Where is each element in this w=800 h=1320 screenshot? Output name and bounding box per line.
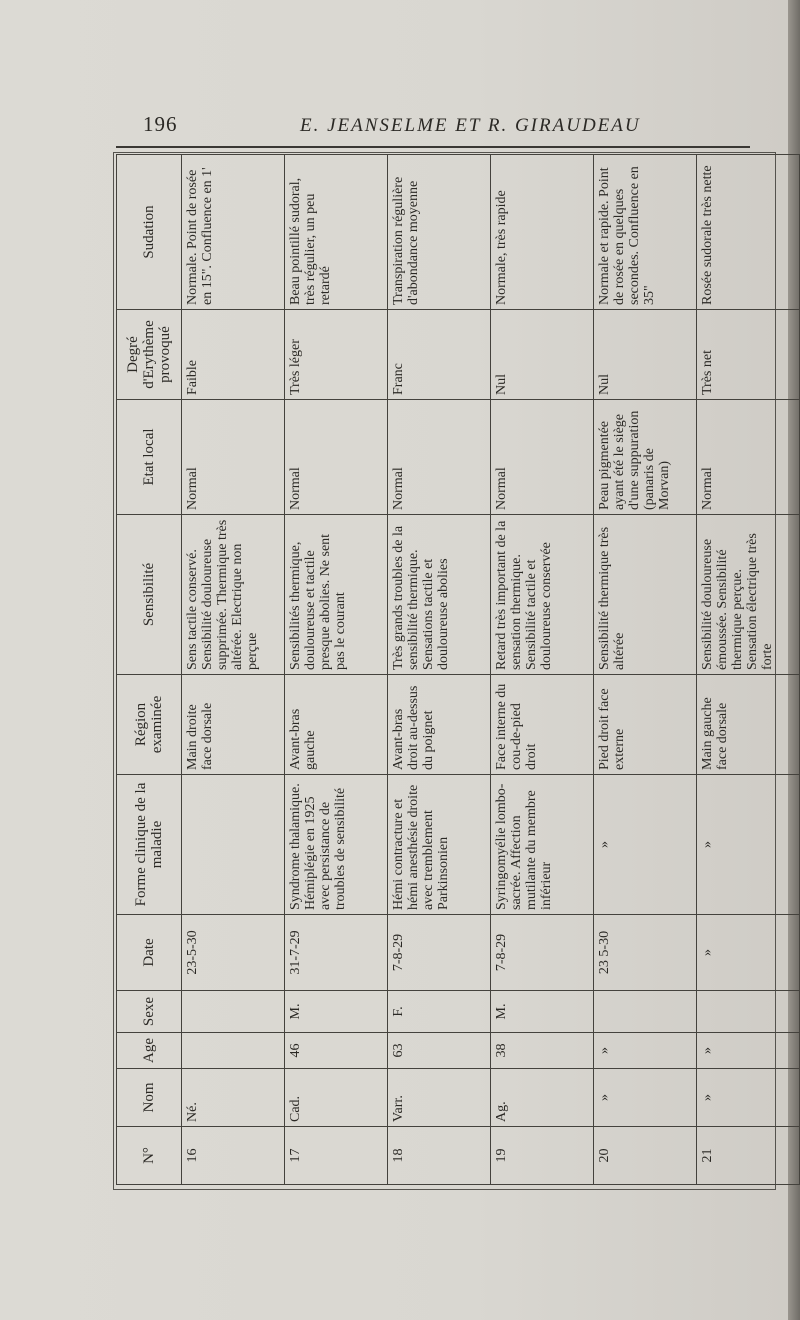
header-cell: Age <box>117 1033 182 1069</box>
cell-region: Face interne du cou-de-pied droit <box>491 675 594 775</box>
cell-clinical-form: Hémi contracture et hémi anesthésie droite avec tremblement Parkinsonien <box>388 775 491 915</box>
cell-erythema: Nul <box>491 310 594 400</box>
cell-erythema: Faible <box>182 310 285 400</box>
cell-number: 16 <box>182 1127 285 1185</box>
cell-local-state: Normal <box>388 400 491 515</box>
cell-local-state: Normal <box>491 400 594 515</box>
cell-name: Né. <box>182 1069 285 1127</box>
cell-clinical-form: » <box>594 775 697 915</box>
table-row <box>697 155 800 1185</box>
cell-local-state: Normal <box>697 400 800 515</box>
cell-sex <box>594 991 697 1033</box>
cell-sex: M. <box>491 991 594 1033</box>
table-row <box>491 155 594 1185</box>
cell-erythema: Franc <box>388 310 491 400</box>
header-cell: Sexe <box>117 991 182 1033</box>
cell-clinical-form: » <box>697 775 800 915</box>
cell-date: 31-7-29 <box>285 915 388 991</box>
cell-local-state: Normal <box>285 400 388 515</box>
cell-number: 17 <box>285 1127 388 1185</box>
header-cell: N° <box>117 1127 182 1185</box>
cell-region: Avant-bras gauche <box>285 675 388 775</box>
cell-erythema: Très net <box>697 310 800 400</box>
cell-age: » <box>594 1033 697 1069</box>
cell-sex <box>697 991 800 1033</box>
cell-sex: M. <box>285 991 388 1033</box>
header-cell: Nom <box>117 1069 182 1127</box>
table-row <box>388 155 491 1185</box>
cell-sensibility: Sens tactile conservé. Sensibilité douloureuse supprimée. Thermique très altérée. Electrique non perçue <box>182 515 285 675</box>
cell-clinical-form <box>182 775 285 915</box>
cell-sensibility: Sensibilité douloureuse émoussée. Sensibilité thermique perçue. Sensation électrique très forte <box>697 515 800 675</box>
cell-sudation: Beau pointillé sudoral, très régulier, un peu retardé <box>285 155 388 310</box>
cell-region: Main droite face dorsale <box>182 675 285 775</box>
table-row <box>182 155 285 1185</box>
cell-erythema: Très léger <box>285 310 388 400</box>
cell-region: Pied droit face externe <box>594 675 697 775</box>
cell-sudation: Rosée sudorale très nette <box>697 155 800 310</box>
cell-sensibility: Sensibilités thermique, douloureuse et tactile presque abolies. Ne sent pas le courant <box>285 515 388 675</box>
header-cell: Sensibilité <box>117 515 182 675</box>
cell-age: 46 <box>285 1033 388 1069</box>
page-number: 196 <box>143 112 178 136</box>
cell-sex: F. <box>388 991 491 1033</box>
cell-number: 21 <box>697 1127 800 1185</box>
cell-number: 18 <box>388 1127 491 1185</box>
header-cell: Etat local <box>117 400 182 515</box>
cell-date: 7-8-29 <box>388 915 491 991</box>
header-cell: Région examinée <box>117 675 182 775</box>
cell-name: » <box>594 1069 697 1127</box>
cell-local-state: Peau pigmentée ayant été le siège d'une suppuration (panaris de Morvan) <box>594 400 697 515</box>
cell-sudation: Normale et rapide. Point de rosée en quelques secondes. Confluence en 35" <box>594 155 697 310</box>
cell-name: » <box>697 1069 800 1127</box>
header-cell: Forme clinique de la maladie <box>117 775 182 915</box>
clinical-table <box>116 154 800 1185</box>
cell-date: » <box>697 915 800 991</box>
cell-region: Main gauche face dorsale <box>697 675 800 775</box>
running-title: E. JEANSELME ET R. GIRAUDEAU <box>300 115 641 136</box>
header-cell: Date <box>117 915 182 991</box>
cell-age <box>182 1033 285 1069</box>
cell-sex <box>182 991 285 1033</box>
cell-sensibility: Très grands troubles de la sensibilité thermique. Sensations tactile et douloureuse abolies <box>388 515 491 675</box>
header-rule <box>116 146 750 148</box>
table-header-row <box>117 155 182 1185</box>
cell-local-state: Normal <box>182 400 285 515</box>
cell-sensibility: Sensibilité thermique très altérée <box>594 515 697 675</box>
table-row <box>594 155 697 1185</box>
cell-name: Varr. <box>388 1069 491 1127</box>
cell-number: 19 <box>491 1127 594 1185</box>
cell-clinical-form: Syndrome thalamique. Hémiplégie en 1925 avec persistance de troubles de sensibilité <box>285 775 388 915</box>
cell-age: » <box>697 1033 800 1069</box>
cell-sensibility: Retard très important de la sensation thermique. Sensibilité tactile et douloureuse conservée <box>491 515 594 675</box>
cell-age: 63 <box>388 1033 491 1069</box>
cell-name: Cad. <box>285 1069 388 1127</box>
cell-sudation: Transpiration régulière d'abondance moyenne <box>388 155 491 310</box>
cell-date: 23 5-30 <box>594 915 697 991</box>
cell-name: Ag. <box>491 1069 594 1127</box>
cell-date: 7-8-29 <box>491 915 594 991</box>
cell-sudation: Normale, très rapide <box>491 155 594 310</box>
cell-age: 38 <box>491 1033 594 1069</box>
rotated-table-container <box>116 155 776 1185</box>
table-row <box>285 155 388 1185</box>
cell-clinical-form: Syringomyélie lombo-sacrée. Affection mutilante du membre inférieur <box>491 775 594 915</box>
cell-sudation: Normale. Point de rosée en 15". Confluence en 1' <box>182 155 285 310</box>
cell-number: 20 <box>594 1127 697 1185</box>
header-cell: Sudation <box>117 155 182 310</box>
cell-region: Avant-bras droit au-dessus du poignet <box>388 675 491 775</box>
cell-date: 23-5-30 <box>182 915 285 991</box>
cell-erythema: Nul <box>594 310 697 400</box>
header-cell: Degré d'Erythème provoqué <box>117 310 182 400</box>
